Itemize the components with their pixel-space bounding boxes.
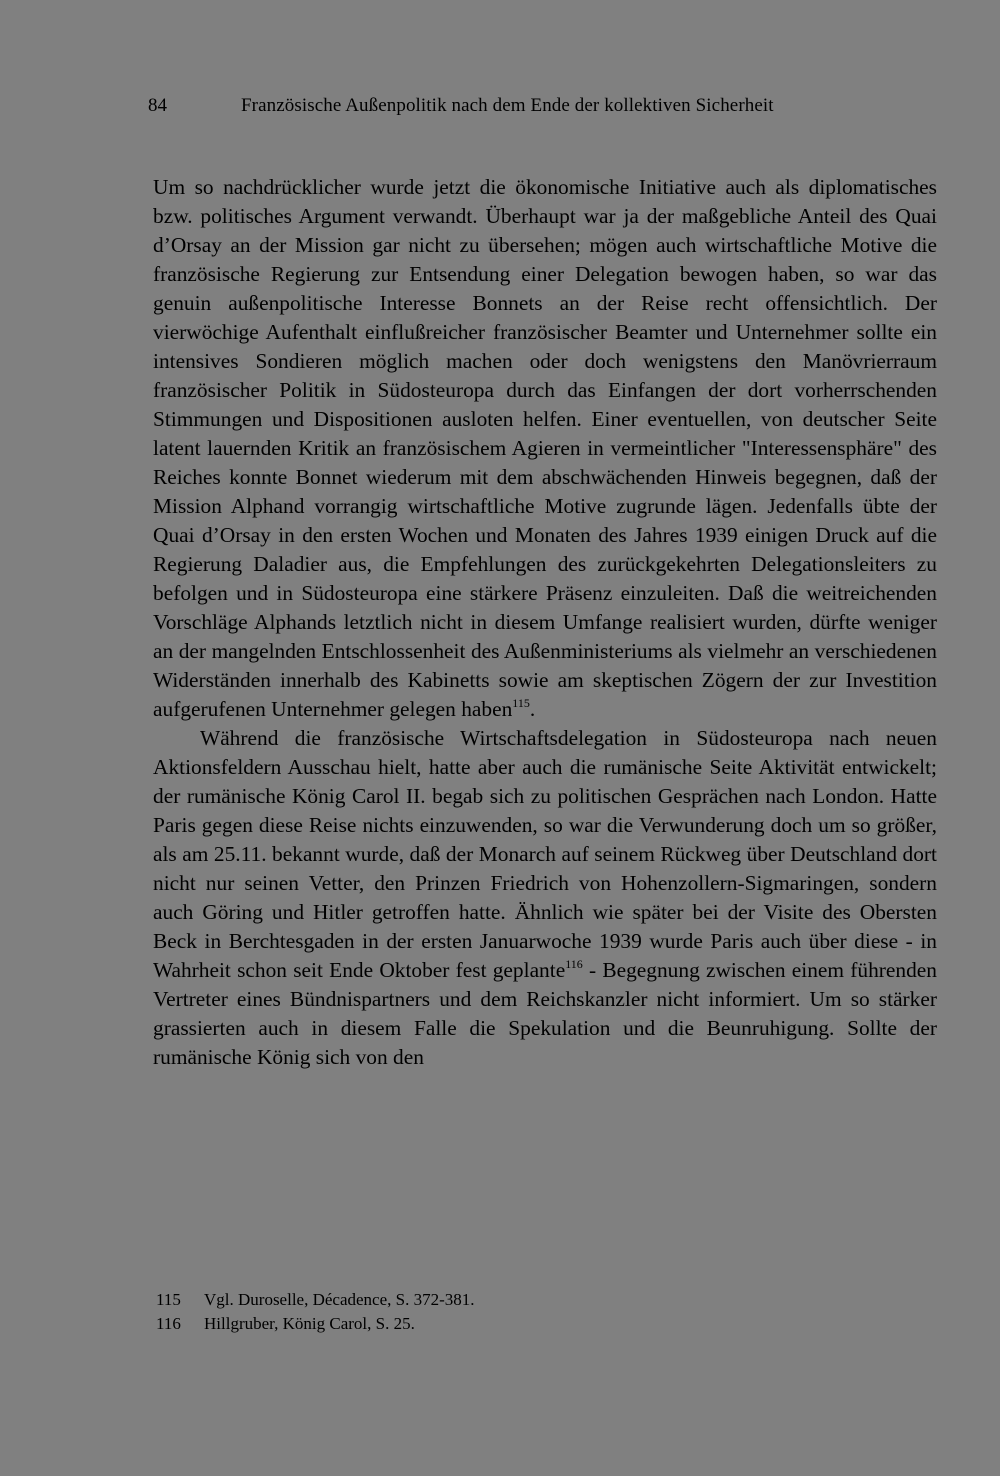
footnote-reference: 116: [565, 957, 583, 971]
footnote-number: 115: [156, 1290, 181, 1309]
paragraph-text-continued: - Begegnung zwischen einem führenden Vertreter eines Bündnispartners und dem Reichskanzler nicht informiert. Um so stärker grassierten auch in diesem Falle die Spekulation und die Beunruhigung. Sollte der rumänische König sich von den: [153, 958, 937, 1069]
paragraph-text-continued: .: [529, 697, 536, 721]
footnote: [156, 1288, 856, 1312]
footnote-text: Hillgruber, König Carol, S. 25.: [204, 1314, 415, 1333]
footnote: [156, 1312, 856, 1336]
footnote-text: Vgl. Duroselle, Décadence, S. 372-381.: [204, 1290, 475, 1309]
footnote-reference: 115: [512, 696, 530, 710]
paragraph-text: Während die französische Wirtschaftsdelegation in Südosteuropa nach neuen Aktionsfeldern Ausschau hielt, hatte aber auch die rumänische Seite Aktivität entwickelt; der rumänische König Carol II. begab sich zu politischen Gesprächen nach London. Hatte Paris gegen diese Reise nichts einzuwenden, so war die Verwunderung doch um so größer, als am 25.11. bekannt wurde, daß der Monarch auf seinem Rückweg über Deutschland dort nicht nur seinen Vetter, den Prinzen Friedrich von Hohenzollern-Sigmaringen, sondern auch Göring und Hitler getroffen hatte. Ähnlich wie später bei der Visite des Obersten Beck in Berchtesgaden in der ersten Januarwoche 1939 wurde Paris auch über diese - in Wahrheit schon seit Ende Oktober fest geplante: [153, 726, 937, 982]
running-title: Französische Außenpolitik nach dem Ende der kollektiven Sicherheit: [241, 95, 774, 116]
paragraph-text: Um so nachdrücklicher wurde jetzt die ökonomische Initiative auch als diplomatisches bzw. politisches Argument verwandt. Überhaupt war ja der maßgebliche Anteil des Quai d’Orsay an der Mission gar nicht zu übersehen; mögen auch wirtschaftliche Motive die französische Regierung zur Entsendung einer Delegation bewogen haben, so war das genuin außenpolitische Interesse Bonnets an der Reise recht offensichtlich. Der vierwöchige Aufenthalt einflußreicher französischer Beamter und Unternehmer sollte ein intensives Sondieren möglich machen oder doch wenigstens den Manövrierraum französischer Politik in Südosteuropa durch das Einfangen der dort vorherrschenden Stimmungen und Dispositionen ausloten helfen. Einer eventuellen, von deutscher Seite latent lauernden Kritik an französischem Agieren in vermeintlicher "Interessensphäre" des Reiches konnte Bonnet wiederum mit dem abschwächenden Hinweis begegnen, daß der Mission Alphand vorrangig wirtschaftliche Motive zugrunde lägen. Jedenfalls übte der Quai d’Orsay in den ersten Wochen und Monaten des Jahres 1939 einigen Druck auf die Regierung Daladier aus, die Empfehlungen des zurückgekehrten Delegationsleiters zu befolgen und in Südosteuropa eine stärkere Präsenz einzuleiten. Daß die weitreichenden Vorschläge Alphands letztlich nicht in diesem Umfange realisiert wurden, dürfte weniger an der mangelnden Entschlossenheit des Außenministeriums als vielmehr an verschiedenen Widerständen innerhalb des Kabinetts sowie am skeptischen Zögern der zur Investition aufgerufenen Unternehmer gelegen haben: [153, 175, 937, 721]
footnotes: [156, 1288, 856, 1336]
footnote-number: 116: [156, 1314, 181, 1333]
page-header: [148, 93, 868, 123]
paragraph: [153, 173, 937, 724]
body-text: [153, 173, 937, 1072]
paragraph: [153, 724, 937, 1072]
page-number: 84: [148, 95, 167, 116]
